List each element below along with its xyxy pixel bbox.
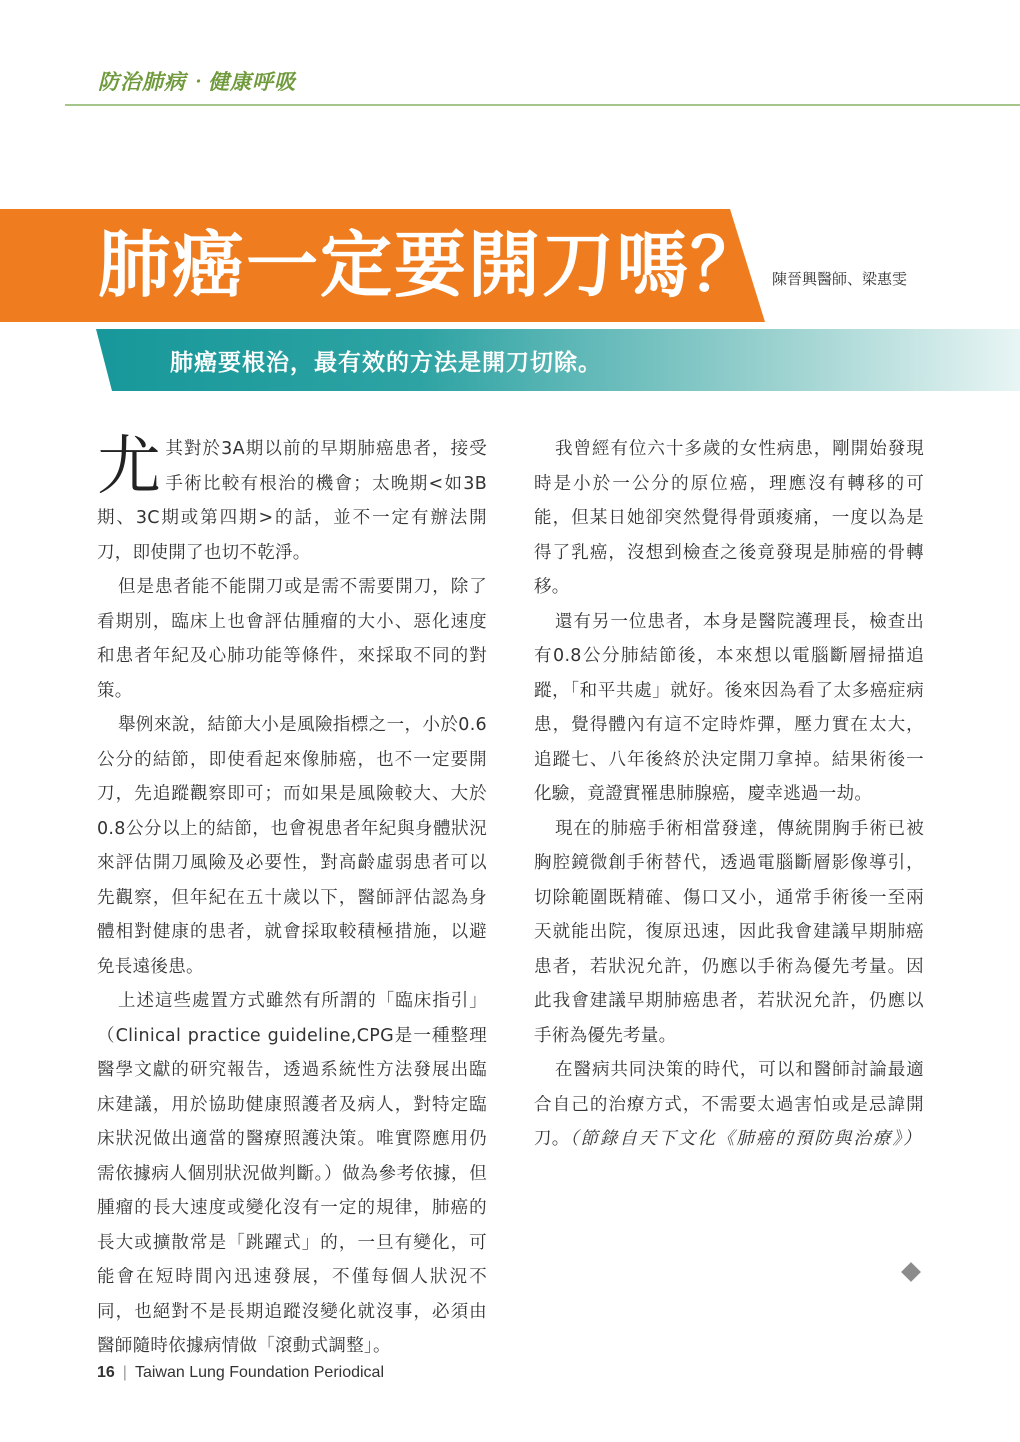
article-column-right [534, 432, 924, 1157]
article-authors: 陳晉興醫師、梁惠雯 [772, 270, 908, 288]
paragraph-4: 上述這些處置方式雖然有所謂的「臨床指引」（Clinical practice guideline,CPG是一種整理醫學文獻的研究報告，透過系統性方法發展出臨床建議，用於協助健康照護者及病人，對特定臨床狀況做出適當的醫療照護決策。唯實際應用仍需依據病人個別狀況做判斷。）做為參考依據，但腫瘤的長大速度或變化沒有一定的規律，肺癌的長大或擴散常是「跳躍式」的，一旦有變化，可能會在短時間內迅速發展，不僅每個人狀況不同，也絕對不是長期追蹤沒變化就沒事，必須由醫師隨時依據病情做「滾動式調整」。 [97, 991, 487, 1356]
source-citation: （節錄自天下文化《肺癌的預防與治療》） [569, 1129, 923, 1149]
periodical-name: Taiwan Lung Foundation Periodical [134, 1364, 385, 1381]
paragraph-8-text: 在醫病共同決策的時代，可以和醫師討論最適合自己的治療方式，不需要太過害怕或是忌諱開刀。 [534, 1060, 924, 1149]
article-column-left [97, 432, 487, 1364]
paragraph-7: 現在的肺癌手術相當發達，傳統開胸手術已被胸腔鏡微創手術替代，透過電腦斷層影像導引，切除範圍既精確、傷口又小，通常手術後一至兩天就能出院，復原迅速，因此我會建議早期肺癌患者，若狀況允許，仍應以手術為優先考量。因此我會建議早期肺癌患者，若狀況允許，仍應以手術為優先考量。 [534, 818, 924, 1046]
paragraph-1-text: 其對於3A期以前的早期肺癌患者，接受手術比較有根治的機會；太晚期<如3B期、3C期或第四期>的話，並不一定有辦法開刀，即使開了也切不乾淨。 [97, 439, 487, 563]
end-of-article-diamond-icon [901, 1262, 921, 1282]
section-header: 防治肺病‧健康呼吸 [98, 69, 296, 94]
page-number: 16 [97, 1364, 115, 1381]
paragraph-1 [97, 432, 487, 570]
article-title: 肺癌一定要開刀嗎？ [98, 223, 765, 307]
paragraph-8 [534, 1053, 924, 1157]
drop-cap: 尤 [97, 430, 162, 504]
paragraph-6: 還有另一位患者，本身是醫院護理長，檢查出有0.8公分肺結節後，本來想以電腦斷層掃描追蹤，「和平共處」就好。後來因為看了太多癌症病患，覺得體內有這不定時炸彈，壓力實在太大，追蹤七、八年後終於決定開刀拿掉。結果術後一化驗，竟證實罹患肺腺癌，慶幸逃過一劫。 [534, 611, 924, 804]
paragraph-5: 我曾經有位六十多歲的女性病患，剛開始發現時是小於一公分的原位癌，理應沒有轉移的可能，但某日她卻突然覺得骨頭痠痛，一度以為是得了乳癌，沒想到檢查之後竟發現是肺癌的骨轉移。 [534, 439, 924, 597]
footer-separator: | [122, 1364, 127, 1381]
article-subtitle: 肺癌要根治，最有效的方法是開刀切除。 [170, 350, 602, 376]
header-rule [65, 104, 1020, 106]
paragraph-3: 舉例來說，結節大小是風險指標之一，小於0.6公分的結節，即使看起來像肺癌，也不一定要開刀，先追蹤觀察即可；而如果是風險較大、大於0.8公分以上的結節，也會視患者年紀與身體狀況來評估開刀風險及必要性，對高齡虛弱患者可以先觀察，但年紀在五十歲以下，醫師評估認為身體相對健康的患者，就會採取較積極措施，以避免長遠後患。 [97, 715, 487, 977]
paragraph-2: 但是患者能不能開刀或是需不需要開刀，除了看期別，臨床上也會評估腫瘤的大小、惡化速度和患者年紀及心肺功能等條件，來採取不同的對策。 [97, 577, 487, 701]
page-footer [97, 1364, 384, 1382]
